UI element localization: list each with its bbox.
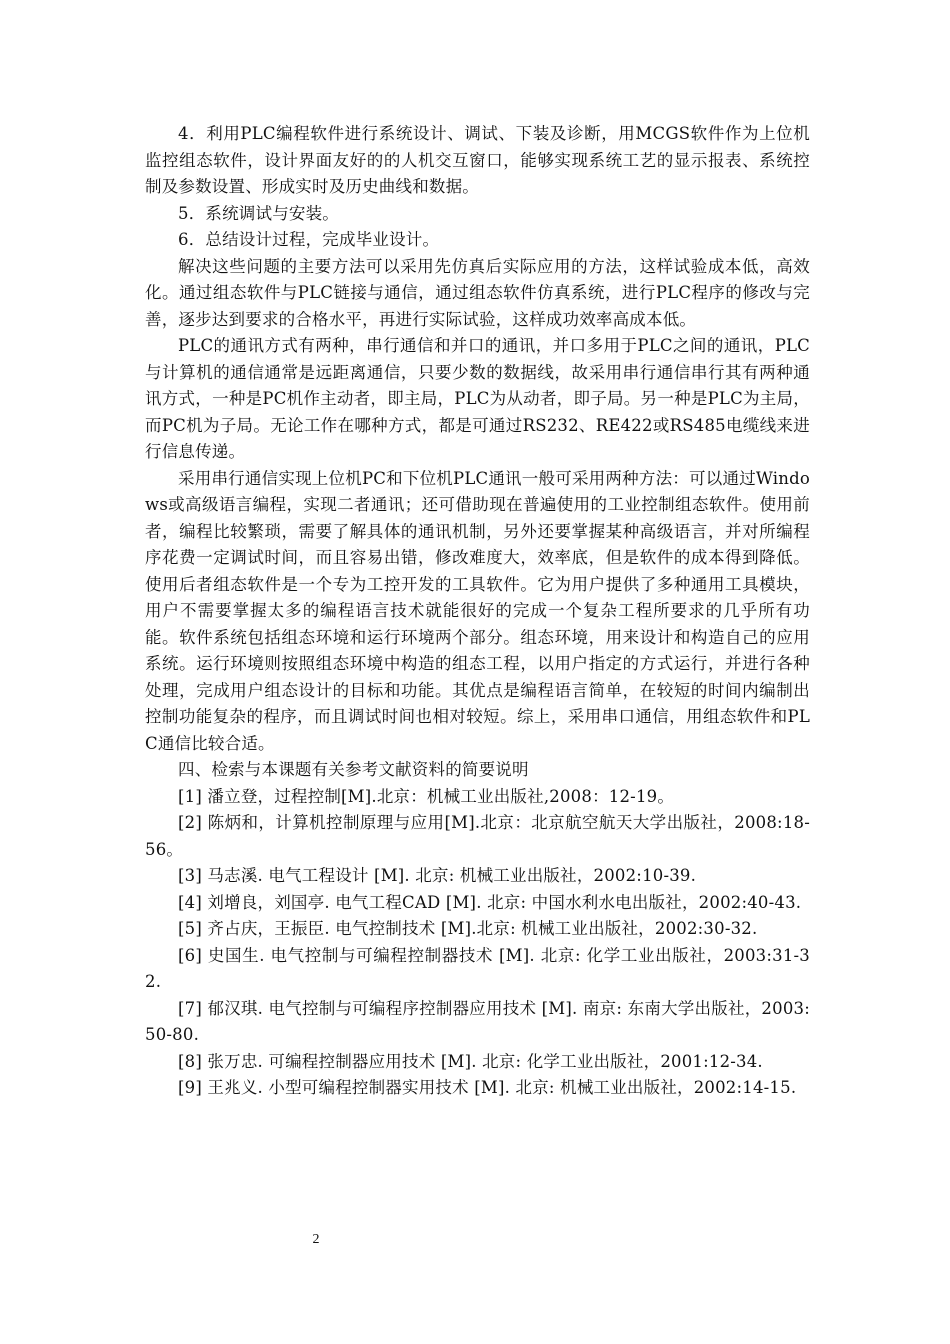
paragraph-solution-method: 解决这些问题的主要方法可以采用先仿真后实际应用的方法，这样试验成本低，高效化。通过组态软件与PLC链接与通信，通过组态软件仿真系统，进行PLC程序的修改与完善，逐步达到要求的合格水平，再进行实际试验，这样成功效率高成本低。: [145, 256, 810, 329]
document-page: [145, 121, 810, 1102]
reference-item: [1] 潘立登，过程控制[M].北京：机械工业出版社,2008：12-19。: [178, 786, 675, 806]
reference-item: [3] 马志溪. 电气工程设计 [M]. 北京: 机械工业出版社，2002:10-39.: [178, 866, 697, 885]
paragraph-plc-communication: PLC的通讯方式有两种，串行通信和并口的通讯，并口多用于PLC之间的通讯，PLC与计算机的通信通常是远距离通信，只要少数的数据线，故采用串行通信串行其有两种通讯方式，一种是PC机作主动者，即主局，PLC为从动者，即子局。另一种是PLC为主局，而PC机为子局。无论工作在哪种方式，都是可通过RS232、RE422或RS485电缆线来进行信息传递。: [145, 336, 810, 461]
reference-item: [7] 郁汉琪. 电气控制与可编程序控制器应用技术 [M]. 南京: 东南大学出版社，2003:50-80.: [145, 998, 810, 1044]
paragraph-step-5: 5．系统调试与安装。: [178, 203, 339, 223]
page-number: 2: [312, 1232, 320, 1247]
reference-item: [2] 陈炳和，计算机控制原理与应用[M].北京：北京航空航天大学出版社，2008:18-56。: [145, 813, 810, 859]
paragraph-step-6: 6．总结设计过程，完成毕业设计。: [178, 230, 440, 249]
section-heading-references: 四、检索与本课题有关参考文献资料的简要说明: [178, 760, 529, 779]
paragraph-serial-communication: 采用串行通信实现上位机PC和下位机PLC通讯一般可采用两种方法：可以通过Windows或高级语言编程，实现二者通讯；还可借助现在普遍使用的工业控制组态软件。使用前者，编程比较繁琐，需要了解具体的通讯机制，另外还要掌握某种高级语言，并对所编程序花费一定调试时间，而且容易出错，修改难度大，效率底，但是软件的成本得到降低。使用后者组态软件是一个专为工控开发的工具软件。它为用户提供了多种通用工具模块，用户不需要掌握太多的编程语言技术就能很好的完成一个复杂工程所要求的几乎所有功能。软件系统包括组态环境和运行环境两个部分。组态环境，用来设计和构造自己的应用系统。运行环境则按照组态环境中构造的组态工程，以用户指定的方式运行，并进行各种处理，完成用户组态设计的目标和功能。其优点是编程语言简单，在较短的时间内编制出控制功能复杂的程序，而且调试时间也相对较短。综上，采用串口通信，用组态软件和PLC通信比较合适。: [145, 468, 810, 753]
reference-item: [6] 史国生. 电气控制与可编程控制器技术 [M]. 北京: 化学工业出版社，2003:31-32.: [145, 945, 810, 991]
paragraph-step-4: 4．利用PLC编程软件进行系统设计、调试、下装及诊断，用MCGS软件作为上位机监控组态软件，设计界面友好的的人机交互窗口，能够实现系统工艺的显示报表、系统控制及参数设置、形成实时及历史曲线和数据。: [145, 124, 810, 196]
reference-item: [4] 刘增良，刘国亭. 电气工程CAD [M]. 北京: 中国水利水电出版社，2002:40-43.: [178, 892, 802, 912]
reference-item: [9] 王兆义. 小型可编程控制器实用技术 [M]. 北京: 机械工业出版社，2002:14-15.: [178, 1078, 797, 1097]
reference-item: [5] 齐占庆，王振臣. 电气控制技术 [M].北京: 机械工业出版社，2002:30-32.: [178, 919, 758, 938]
reference-list: [145, 784, 810, 1102]
reference-item: [8] 张万忠. 可编程控制器应用技术 [M]. 北京: 化学工业出版社，2001:12-34.: [178, 1051, 763, 1071]
